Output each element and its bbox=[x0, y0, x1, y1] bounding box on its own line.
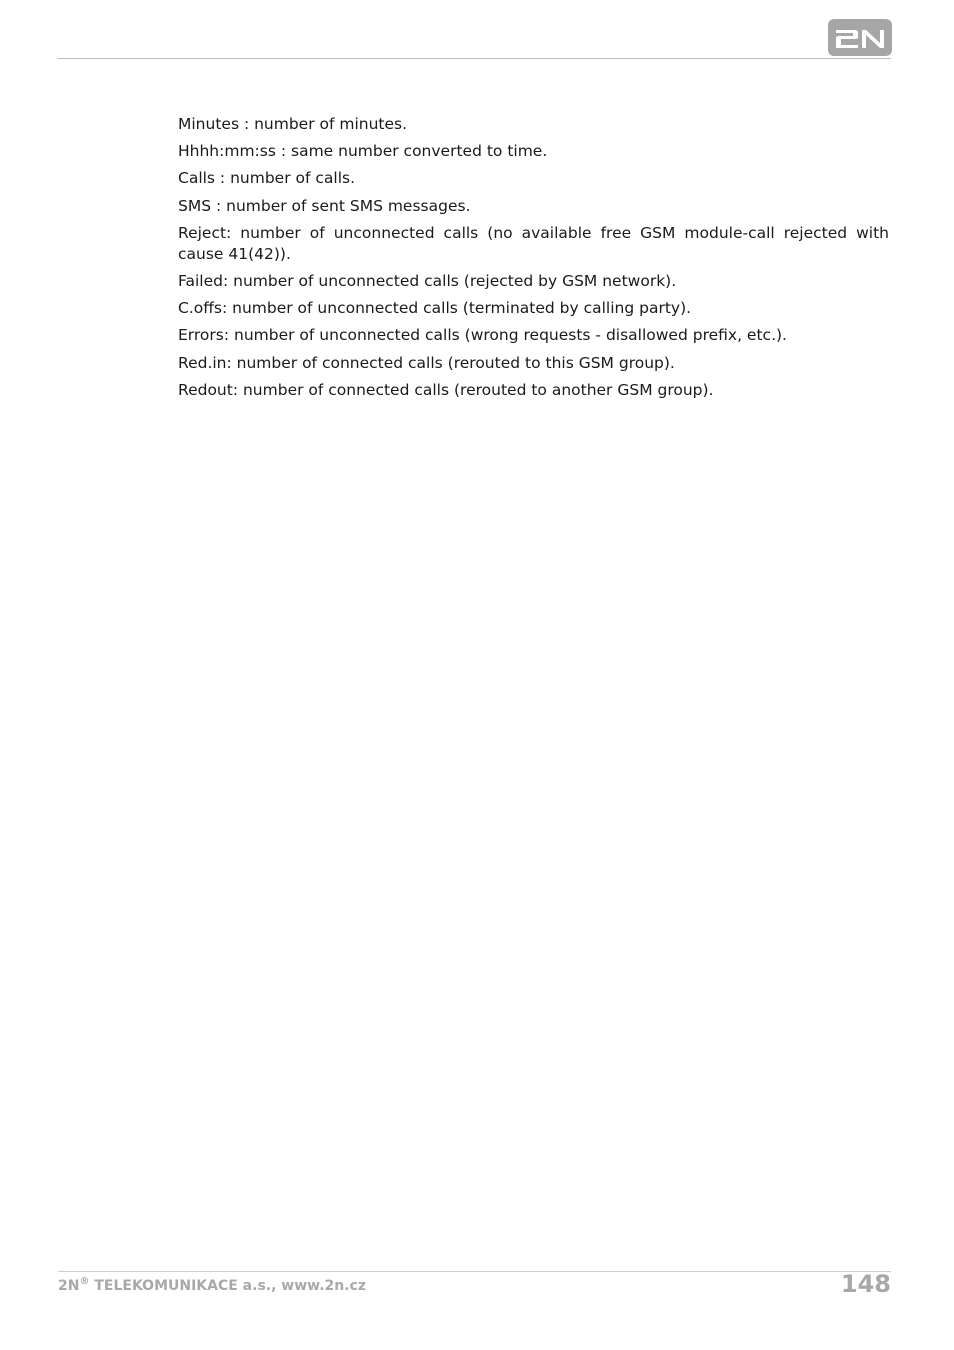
paragraph-calls: Calls : number of calls. bbox=[178, 169, 356, 188]
paragraph-hhhh-mm-ss: Hhhh:mm:ss : same number converted to time. bbox=[178, 142, 548, 161]
2n-logo-icon bbox=[828, 19, 892, 56]
page-number: 148 bbox=[840, 1270, 891, 1298]
paragraph-minutes: Minutes : number of minutes. bbox=[178, 115, 408, 133]
paragraph-c-offs: C.offs: number of unconnected calls (terminated by calling party). bbox=[178, 299, 692, 318]
header-divider bbox=[58, 58, 891, 59]
paragraph-failed: Failed: number of unconnected calls (rejected by GSM network). bbox=[178, 271, 677, 290]
footer-company bbox=[58, 1278, 366, 1294]
paragraph-red-in: Red.in: number of connected calls (rerouted to this GSM group). bbox=[178, 353, 675, 372]
paragraph-errors: Errors: number of unconnected calls (wrong requests - disallowed prefix, etc.). bbox=[178, 326, 787, 345]
paragraph-sms: SMS : number of sent SMS messages. bbox=[178, 196, 471, 215]
paragraph-redout: Redout: number of connected calls (rerouted to another GSM group). bbox=[178, 380, 714, 399]
footer-divider bbox=[58, 1271, 891, 1272]
document-body bbox=[178, 114, 889, 407]
footer-brand: 2N bbox=[58, 1278, 80, 1294]
paragraph-reject: Reject: number of unconnected calls (no available free GSM module-call rejected with cause 41(42)). bbox=[178, 223, 889, 263]
footer-company-name: TELEKOMUNIKACE a.s., www.2n.cz bbox=[94, 1278, 366, 1294]
registered-mark: ® bbox=[79, 1276, 90, 1287]
